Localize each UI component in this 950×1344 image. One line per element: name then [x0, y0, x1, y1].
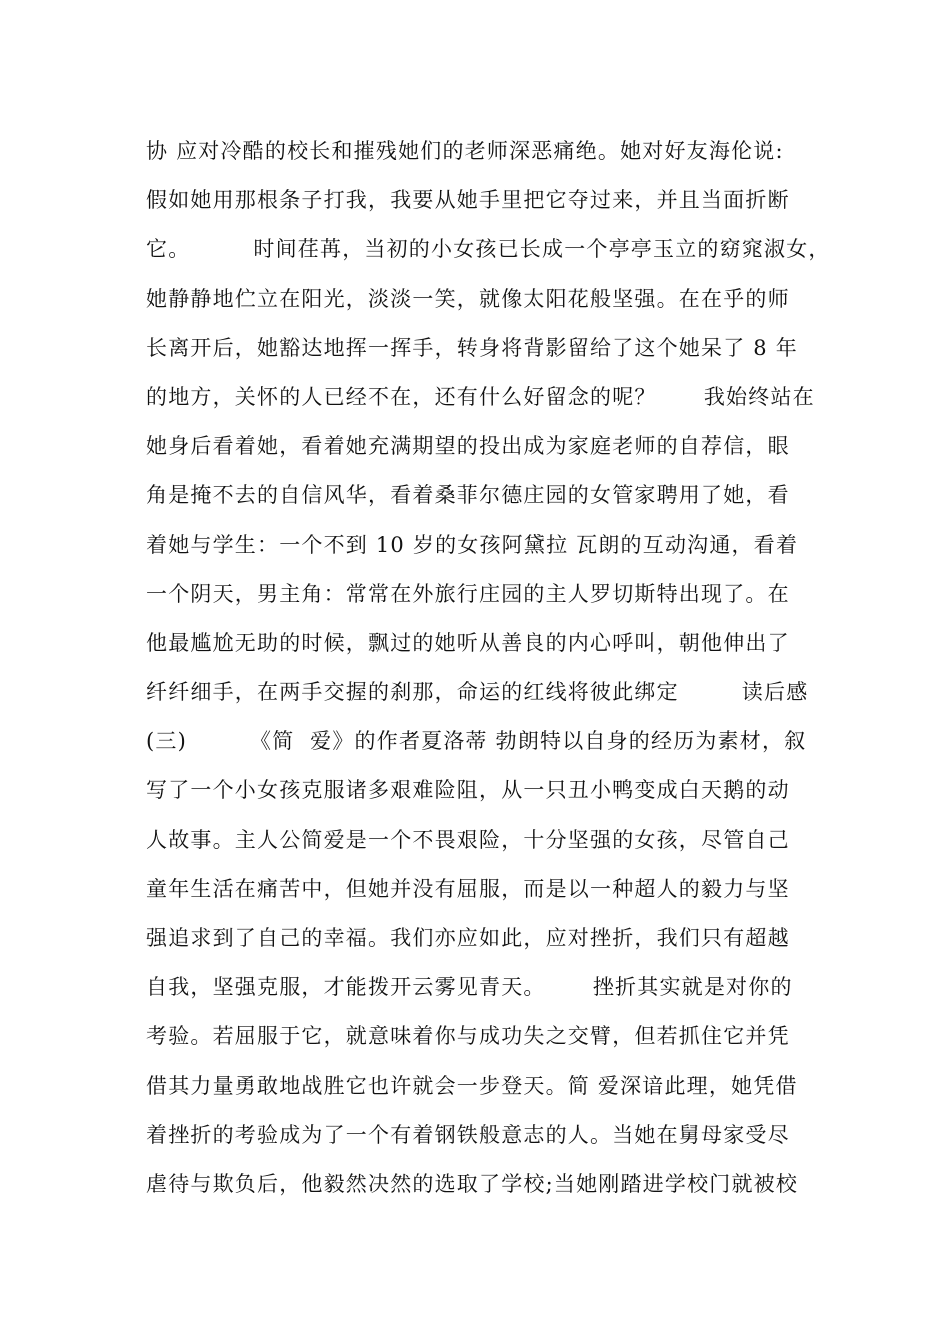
text-line: 一个阴天，男主角：常常在外旅行庄园的主人罗切斯特出现了。在: [146, 581, 790, 606]
text-line: 他最尴尬无助的时候，飘过的她听从善良的内心呼叫，朝他伸出了: [146, 630, 790, 655]
text-line: 长离开后，她豁达地挥一挥手，转身将背影留给了这个她呆了 8 年: [146, 335, 798, 360]
text-line: 它。 时间荏苒，当初的小女孩已长成一个亭亭玉立的窈窕淑女，: [146, 237, 831, 262]
text-line: (三) 《简 爱》的作者夏洛蒂 勃朗特以自身的经历为素材，叙: [146, 729, 807, 754]
text-line: 写了一个小女孩克服诸多艰难险阻，从一只丑小鸭变成白天鹅的动: [146, 778, 790, 803]
text-line: 假如她用那根条子打我，我要从她手里把它夺过来，并且当面折断: [146, 188, 790, 213]
text-line: 着她与学生：一个不到 10 岁的女孩阿黛拉 瓦朗的互动沟通，看着: [146, 532, 799, 557]
text-line: 协 应对冷酷的校长和摧残她们的老师深恶痛绝。她对好友海伦说:: [146, 139, 784, 163]
text-line: 纤纤细手，在两手交握的刹那，命运的红线将彼此绑定 读后感: [146, 680, 809, 705]
text-line: 借其力量勇敢地战胜它也许就会一步登天。简 爱深谙此理，她凭借: [146, 1073, 798, 1098]
text-line: 自我，坚强克服，才能拨开云雾见青天。 挫折其实就是对你的: [146, 975, 793, 1000]
text-line: 的地方，关怀的人已经不在，还有什么好留念的呢？ 我始终站在: [146, 384, 815, 409]
text-line: 强追求到了自己的幸福。我们亦应如此，应对挫折，我们只有超越: [146, 926, 790, 950]
text-line: 她静静地伫立在阳光，淡淡一笑，就像太阳花般坚强。在在乎的师: [146, 286, 790, 311]
text-line: 虐待与欺负后，他毅然决然的选取了学校;当她刚踏进学校门就被校: [146, 1171, 799, 1196]
body-text: [146, 133, 831, 1215]
text-line: 人故事。主人公简爱是一个不畏艰险，十分坚强的女孩，尽管自己: [146, 827, 790, 852]
text-line: 着挫折的考验成为了一个有着钢铁般意志的人。当她在舅母家受尽: [146, 1122, 790, 1147]
text-line: 考验。若屈服于它，就意味着你与成功失之交臂，但若抓住它并凭: [146, 1024, 790, 1049]
text-line: 童年生活在痛苦中，但她并没有屈服，而是以一种超人的毅力与坚: [146, 876, 790, 901]
text-line: 角是掩不去的自信风华，看着桑菲尔德庄园的女管家聘用了她，看: [146, 483, 790, 508]
text-line: 她身后看着她，看着她充满期望的投出成为家庭老师的自荐信，眼: [146, 434, 790, 459]
